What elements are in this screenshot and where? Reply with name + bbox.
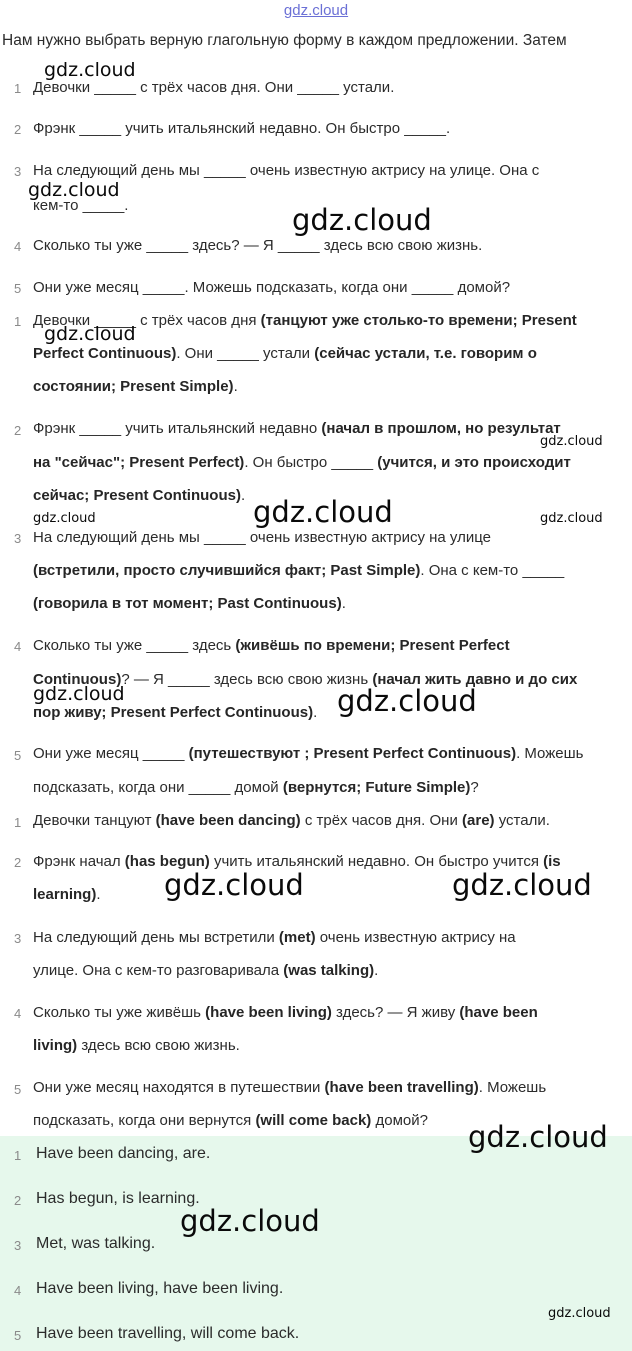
question-number: 3 [14, 164, 22, 179]
watermark: gdz.cloud [33, 683, 125, 705]
explanation-line: Сколько ты уже _____ здесь (живёшь по времени; Present Perfect [33, 637, 510, 654]
answer-line: Have been dancing, are. [36, 1145, 211, 1162]
question-line: Девочки _____ с трёх часов дня. Они _____ устали. [33, 79, 395, 96]
answer-number: 4 [14, 1283, 22, 1298]
explanation-line: состоянии; Present Simple). [33, 378, 238, 395]
watermark: gdz.cloud [44, 59, 136, 81]
watermark: gdz.cloud [28, 179, 120, 201]
watermark: gdz.cloud [452, 868, 592, 902]
translation-line: Фрэнк начал (has begun) учить итальянский недавно. Он быстро учится (is [33, 853, 561, 870]
answer-number: 1 [14, 1148, 22, 1163]
question-line: Сколько ты уже _____ здесь? — Я _____ здесь всю свою жизнь. [33, 237, 483, 254]
question-line: Они уже месяц _____. Можешь подсказать, когда они _____ домой? [33, 279, 511, 296]
explanation-number: 3 [14, 531, 22, 546]
explanation-line: пор живу; Present Perfect Continuous). [33, 704, 318, 721]
translation-line: улице. Она с кем-то разговаривала (was talking). [33, 962, 379, 979]
watermark: gdz.cloud [540, 511, 603, 526]
watermark: gdz.cloud [548, 1306, 611, 1321]
translation-number: 5 [14, 1082, 22, 1097]
answer-number: 2 [14, 1193, 22, 1208]
explanation-line: Девочки _____ с трёх часов дня (танцуют уже столько-то времени; Present [33, 312, 577, 329]
task-intro: Нам нужно выбрать верную глагольную форму в каждом предложении. Затем [2, 32, 567, 49]
translation-number: 3 [14, 931, 22, 946]
watermark: gdz.cloud [44, 323, 136, 345]
explanation-line: подсказать, когда они _____ домой (вернутся; Future Simple)? [33, 779, 479, 796]
translation-line: подсказать, когда они вернутся (will come back) домой? [33, 1112, 428, 1129]
answer-line: Have been living, have been living. [36, 1280, 284, 1297]
question-number: 2 [14, 122, 22, 137]
question-number: 1 [14, 81, 22, 96]
watermark: gdz.cloud [164, 868, 304, 902]
answer-number: 3 [14, 1238, 22, 1253]
translation-line: На следующий день мы встретили (met) очень известную актрису на [33, 929, 516, 946]
watermark: gdz.cloud [540, 434, 603, 449]
answer-number: 5 [14, 1328, 22, 1343]
translation-number: 2 [14, 855, 22, 870]
explanation-number: 2 [14, 423, 22, 438]
explanation-line: Они уже месяц _____ (путешествуют ; Present Perfect Continuous). Можешь [33, 745, 584, 762]
translation-line: Девочки танцуют (have been dancing) с трёх часов дня. Они (are) устали. [33, 812, 550, 829]
explanation-line: Фрэнк _____ учить итальянский недавно (начал в прошлом, но результат [33, 420, 561, 437]
translation-line: Они уже месяц находятся в путешествии (have been travelling). Можешь [33, 1079, 547, 1096]
explanation-line: (встретили, просто случившийся факт; Past Simple). Она с кем-то _____ [33, 562, 565, 579]
question-line: На следующий день мы _____ очень известную актрису на улице. Она с [33, 162, 540, 179]
question-number: 5 [14, 281, 22, 296]
explanation-line: Continuous)? — Я _____ здесь всю свою жизнь (начал жить давно и до сих [33, 671, 578, 688]
translation-number: 4 [14, 1006, 22, 1021]
watermark: gdz.cloud [33, 511, 96, 526]
translation-number: 1 [14, 815, 22, 830]
watermark: gdz.cloud [180, 1204, 320, 1238]
answer-box [0, 1136, 632, 1351]
explanation-line: на "сейчас"; Present Perfect). Он быстро _____ (учится, и это происходит [33, 454, 571, 471]
watermark: gdz.cloud [468, 1120, 608, 1154]
explanation-line: сейчас; Present Continuous). [33, 487, 246, 504]
explanation-line: На следующий день мы _____ очень известную актрису на улице [33, 529, 491, 546]
translation-line: Сколько ты уже живёшь (have been living) здесь? — Я живу (have been [33, 1004, 538, 1021]
translation-line: living) здесь всю свою жизнь. [33, 1037, 240, 1054]
watermark: gdz.cloud [292, 203, 432, 237]
answer-line: Have been travelling, will come back. [36, 1325, 300, 1342]
question-line: кем-то _____. [33, 197, 129, 214]
explanation-number: 4 [14, 639, 22, 654]
question-number: 4 [14, 239, 22, 254]
answer-line: Met, was talking. [36, 1235, 156, 1252]
watermark: gdz.cloud [337, 684, 477, 718]
explanation-number: 1 [14, 314, 22, 329]
explanation-line: (говорила в тот момент; Past Continuous). [33, 595, 346, 612]
watermark: gdz.cloud [253, 495, 393, 529]
translation-line: learning). [33, 886, 101, 903]
explanation-number: 5 [14, 748, 22, 763]
site-logo[interactable]: gdz.cloud [283, 2, 349, 19]
answer-line: Has begun, is learning. [36, 1190, 200, 1207]
question-line: Фрэнк _____ учить итальянский недавно. Он быстро _____. [33, 120, 451, 137]
explanation-line: Perfect Continuous). Они _____ устали (сейчас устали, т.е. говорим о [33, 345, 537, 362]
